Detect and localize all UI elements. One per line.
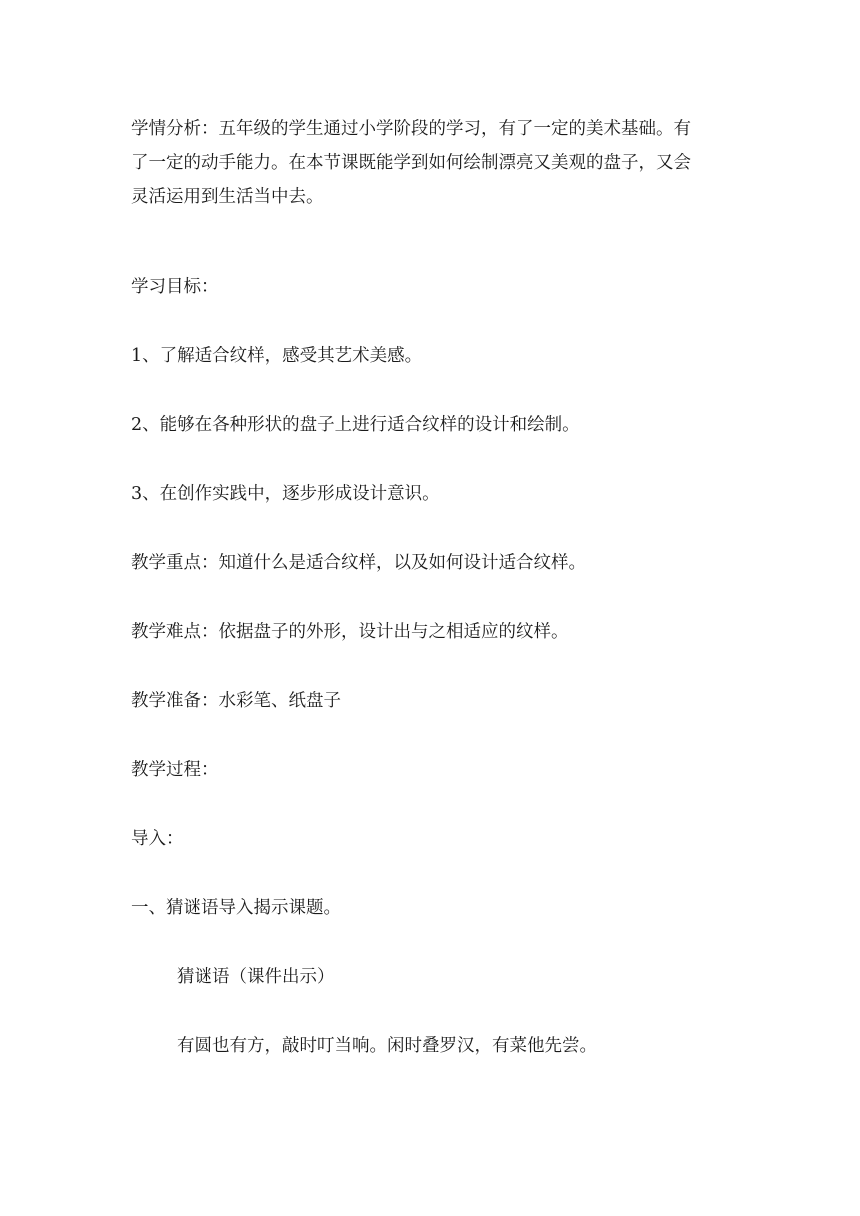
objective-item-2: 2、能够在各种形状的盘子上进行适合纹样的设计和绘制。 [131,415,580,435]
analysis-line-2: 了一定的动手能力。在本节课既能学到如何绘制漂亮又美观的盘子，又会 [131,153,691,173]
analysis-line-1: 学情分析：五年级的学生通过小学阶段的学习，有了一定的美术基础。有 [131,119,691,139]
process-heading: 教学过程： [131,760,219,780]
analysis-line-3: 灵活运用到生活当中去。 [131,187,324,207]
objectives-heading: 学习目标： [131,277,219,297]
key-point: 教学重点：知道什么是适合纹样，以及如何设计适合纹样。 [131,553,586,573]
difficulty: 教学难点：依据盘子的外形，设计出与之相适应的纹样。 [131,622,569,642]
riddle-text: 有圆也有方，敲时叮当响。闲时叠罗汉，有菜他先尝。 [177,1036,597,1056]
objective-item-1: 1、了解适合纹样，感受其艺术美感。 [131,346,423,366]
objective-item-3: 3、在创作实践中，逐步形成设计意识。 [131,484,440,504]
preparation: 教学准备：水彩笔、纸盘子 [131,691,341,711]
step-1: 一、猜谜语导入揭示课题。 [131,898,341,918]
riddle-label: 猜谜语（课件出示） [177,967,335,987]
intro-heading: 导入： [131,829,184,849]
